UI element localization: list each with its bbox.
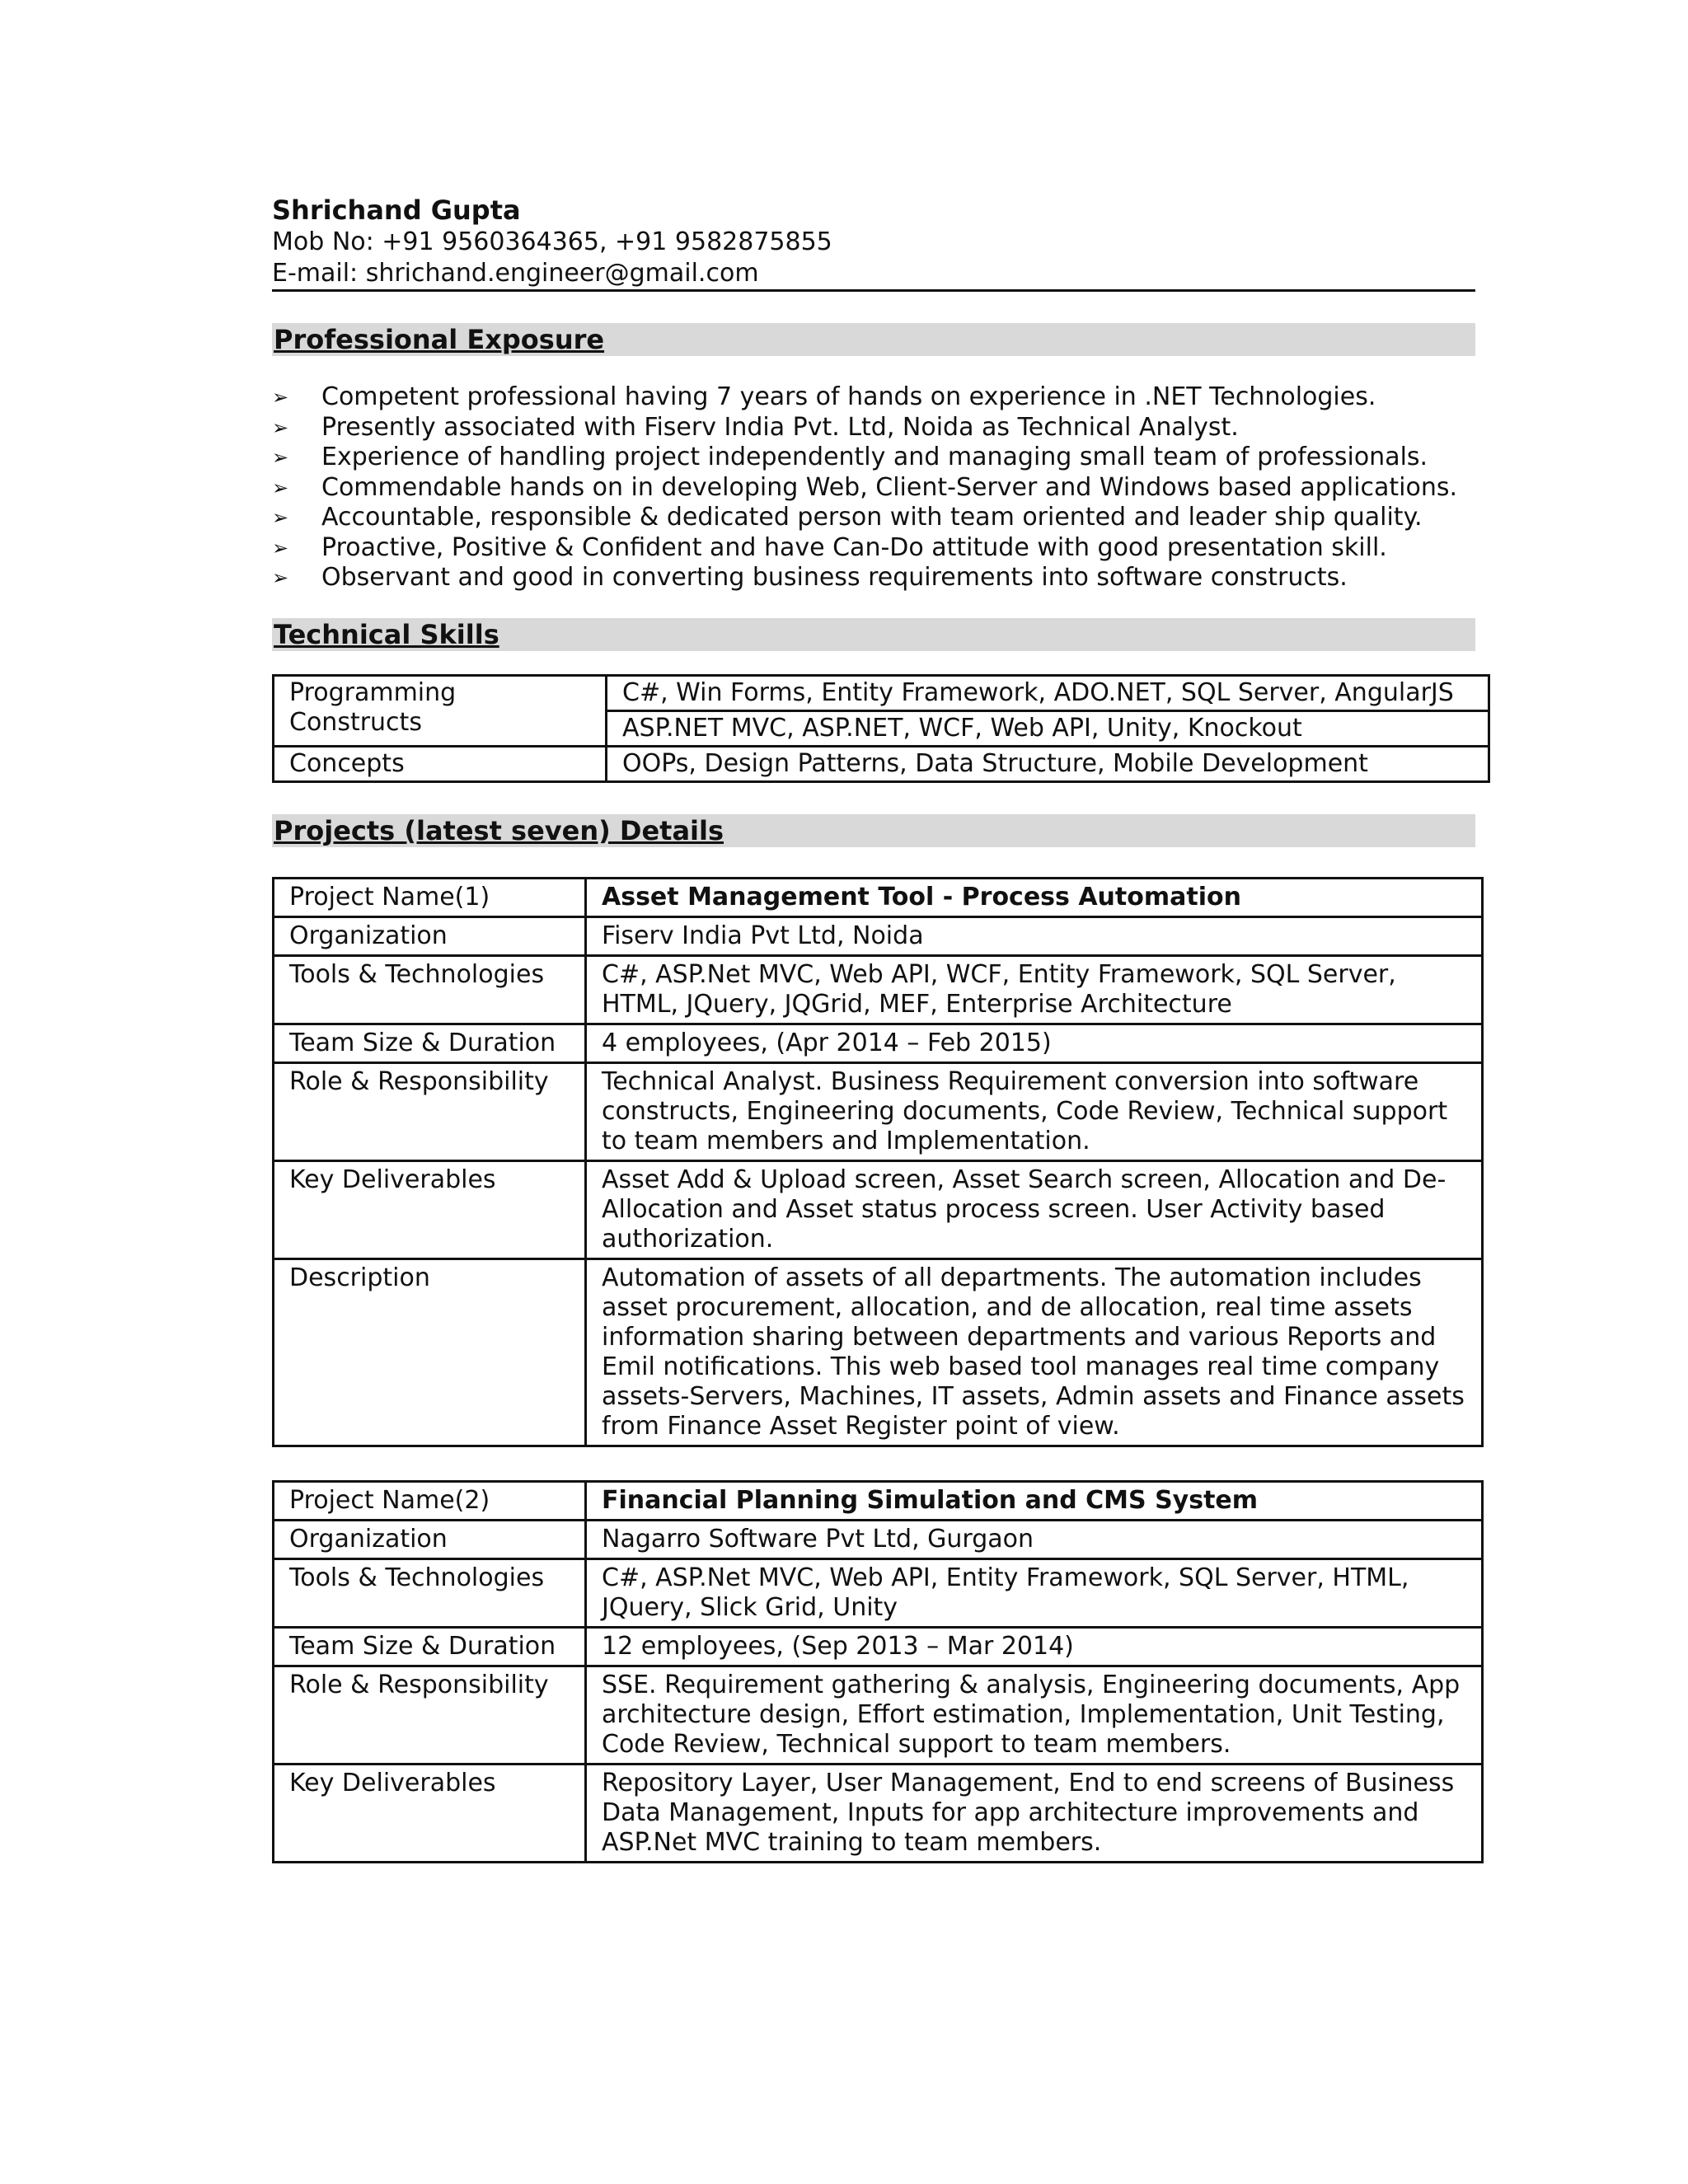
arrow-bullet-icon: ➢: [272, 415, 289, 439]
candidate-name: Shrichand Gupta: [272, 194, 521, 226]
resume-page: [272, 194, 1488, 1863]
table-row: Role & Responsibility SSE. Requirement gathering & analysis, Engineering documents, App architecture design, Effort estimation, Implementation, Unit Testing, Code Review, Technical support to team members.: [274, 1666, 1483, 1764]
list-item: ➢ Observant and good in converting business requirements into software constructs.: [272, 563, 1348, 592]
table-row: [274, 675, 1489, 710]
skills-programming-row1: C#, Win Forms, Entity Framework, ADO.NET, SQL Server, AngularJS: [607, 675, 1489, 710]
arrow-bullet-icon: ➢: [272, 386, 289, 409]
arrow-bullet-icon: ➢: [272, 566, 289, 589]
project-2-table: [272, 1480, 1484, 1863]
project-1-table: [272, 877, 1484, 1447]
skills-concepts-label: Concepts: [274, 746, 607, 781]
table-row: Tools & Technologies C#, ASP.Net MVC, Web API, WCF, Entity Framework, SQL Server, HTML, JQuery, JQGrid, MEF, Enterprise Architecture: [274, 955, 1483, 1024]
list-item: ➢ Competent professional having 7 years of hands on experience in .NET Technologies.: [272, 382, 1376, 411]
arrow-bullet-icon: ➢: [272, 506, 289, 529]
section-heading-projects: Projects (latest seven) Details: [272, 814, 1475, 847]
table-row: [274, 746, 1489, 781]
table-row: Role & Responsibility Technical Analyst. Business Requirement conversion into software constructs, Engineering documents, Code Review, Technical support to team members and Implementation.: [274, 1062, 1483, 1160]
table-row: Team Size & Duration 12 employees, (Sep 2013 – Mar 2014): [274, 1627, 1483, 1666]
table-row: Team Size & Duration 4 employees, (Apr 2014 – Feb 2015): [274, 1024, 1483, 1062]
table-row: Organization Fiserv India Pvt Ltd, Noida: [274, 916, 1483, 955]
section-heading-professional-exposure: Professional Exposure: [272, 323, 1475, 356]
list-item: ➢ Presently associated with Fiserv India Pvt. Ltd, Noida as Technical Analyst.: [272, 412, 1239, 442]
section-heading-technical-skills: Technical Skills: [272, 618, 1475, 651]
arrow-bullet-icon: ➢: [272, 446, 289, 469]
table-row: Project Name(2) Financial Planning Simulation and CMS System: [274, 1481, 1483, 1520]
mobile-numbers: Mob No: +91 9560364365, +91 9582875855: [272, 227, 832, 256]
table-row: Key Deliverables Asset Add & Upload screen, Asset Search screen, Allocation and De-Allocation and Asset status process screen. User Activity based authorization.: [274, 1160, 1483, 1258]
skills-programming-row2: ASP.NET MVC, ASP.NET, WCF, Web API, Unity, Knockout: [607, 710, 1489, 746]
table-row: Project Name(1) Asset Management Tool - Process Automation: [274, 878, 1483, 916]
skills-programming-label: Programming Constructs: [274, 675, 607, 746]
list-item: ➢ Proactive, Positive & Confident and have Can-Do attitude with good presentation skill.: [272, 532, 1387, 562]
technical-skills-table: [272, 674, 1490, 783]
list-item: ➢ Accountable, responsible & dedicated person with team oriented and leader ship quality.: [272, 503, 1423, 532]
email-address: E-mail: shrichand.engineer@gmail.com: [272, 259, 759, 288]
list-item: ➢ Commendable hands on in developing Web, Client-Server and Windows based applications.: [272, 472, 1458, 502]
list-item: ➢ Experience of handling project independently and managing small team of professionals.: [272, 443, 1428, 471]
header-divider: [272, 289, 1475, 292]
table-row: Description Automation of assets of all departments. The automation includes asset procurement, allocation, and de allocation, real time assets information sharing between departments and various Reports and Emil notifications. This web based tool manages real time company assets-Servers, Machines, IT assets, Admin assets and Finance assets from Finance Asset Register point of view.: [274, 1258, 1483, 1446]
skills-concepts-value: OOPs, Design Patterns, Data Structure, Mobile Development: [607, 746, 1489, 781]
professional-exposure-list: [272, 382, 1488, 593]
table-row: Key Deliverables Repository Layer, User Management, End to end screens of Business Data Management, Inputs for app architecture improvements and ASP.Net MVC training to team members.: [274, 1764, 1483, 1862]
arrow-bullet-icon: ➢: [272, 476, 289, 499]
project-2-name: Financial Planning Simulation and CMS System: [586, 1481, 1483, 1520]
table-row: Organization Nagarro Software Pvt Ltd, Gurgaon: [274, 1520, 1483, 1558]
arrow-bullet-icon: ➢: [272, 536, 289, 560]
project-1-name: Asset Management Tool - Process Automation: [586, 878, 1483, 916]
table-row: Tools & Technologies C#, ASP.Net MVC, Web API, Entity Framework, SQL Server, HTML, JQuery, Slick Grid, Unity: [274, 1558, 1483, 1627]
